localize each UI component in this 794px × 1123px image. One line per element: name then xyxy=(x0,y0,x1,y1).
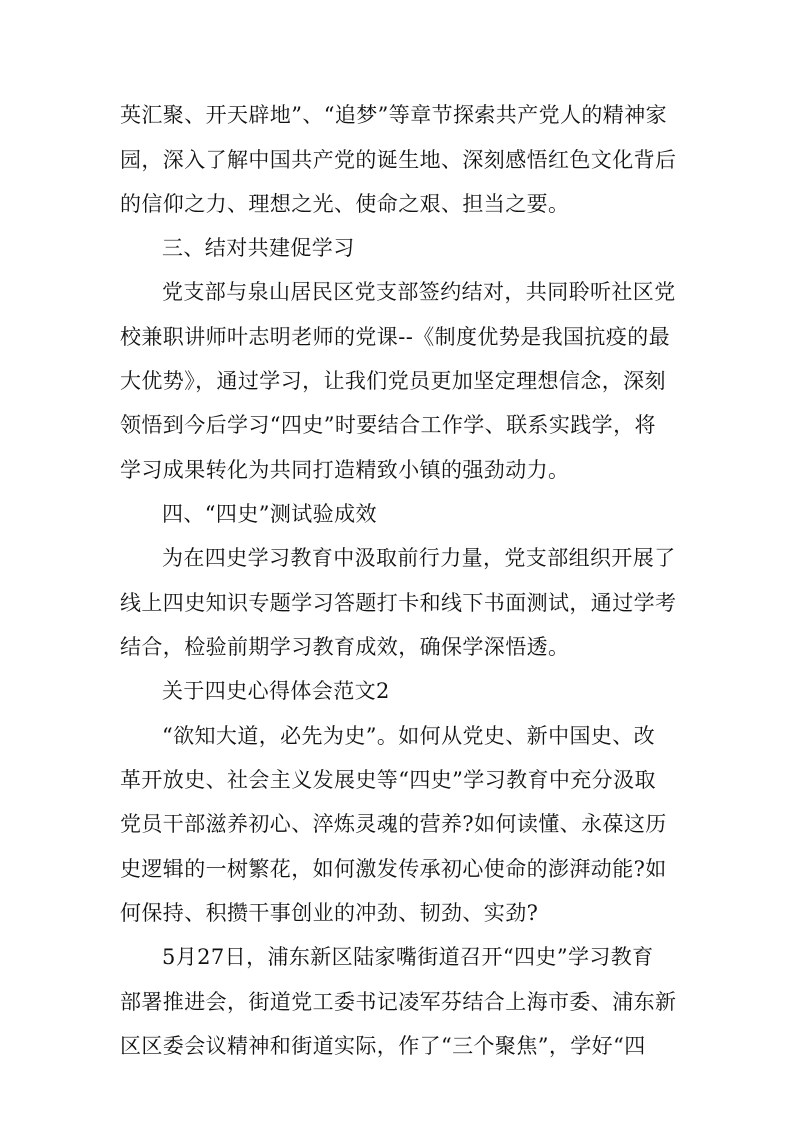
text-line: 结合，检验前期学习教育成效，确保学深悟透。 xyxy=(120,635,570,659)
text-line: 园，深入了解中国共产党的诞生地、深刻感悟红色文化背后 xyxy=(120,148,677,172)
text-line: 领悟到今后学习“四史”时要结合工作学、联系实践学，将 xyxy=(120,413,656,437)
text-line: 革开放史、社会主义发展史等“四史”学习教育中充分汲取 xyxy=(120,768,656,792)
text-line: 为在四史学习教育中汲取前行力量，党支部组织开展了 xyxy=(162,546,676,570)
text-line: 何保持、积攒干事创业的冲劲、韧劲、实劲? xyxy=(120,901,539,925)
text-line: 党员干部滋养初心、淬炼灵魂的营养?如何读懂、永葆这历 xyxy=(120,812,667,836)
text-line: 线上四史知识专题学习答题打卡和线下书面测试，通过学考 xyxy=(120,591,677,615)
text-line: 部署推进会，街道党工委书记凌军芬结合上海市委、浦东新 xyxy=(120,990,677,1014)
text-line: 区区委会议精神和街道实际，作了“三个聚焦”，学好“四 xyxy=(120,1034,646,1058)
text-line: “欲知大道，必先为史”。如何从党史、新中国史、改 xyxy=(162,724,656,748)
section-heading: 三、结对共建促学习 xyxy=(162,236,355,260)
text-line: 5月27日，浦东新区陆家嘴街道召开“四史”学习教育 xyxy=(162,945,654,969)
text-line: 史逻辑的一树繁花，如何激发传承初心使命的澎湃动能?如 xyxy=(120,857,667,881)
section-heading: 四、“四史”测试验成效 xyxy=(162,502,377,526)
text-line: 的信仰之力、理想之光、使命之艰、担当之要。 xyxy=(120,192,570,216)
text-line: 校兼职讲师叶志明老师的党课--《制度优势是我国抗疫的最 xyxy=(120,325,670,349)
article-title: 关于四史心得体会范文2 xyxy=(162,679,390,703)
text-line: 学习成果转化为共同打造精致小镇的强劲动力。 xyxy=(120,458,570,482)
text-line: 党支部与泉山居民区党支部签约结对，共同聆听社区党 xyxy=(162,280,676,304)
text-line: 大优势》，通过学习，让我们党员更加坚定理想信念，深刻 xyxy=(120,369,666,393)
text-line: 英汇聚、开天辟地”、“追梦”等章节探索共产党人的精神家 xyxy=(120,103,668,127)
